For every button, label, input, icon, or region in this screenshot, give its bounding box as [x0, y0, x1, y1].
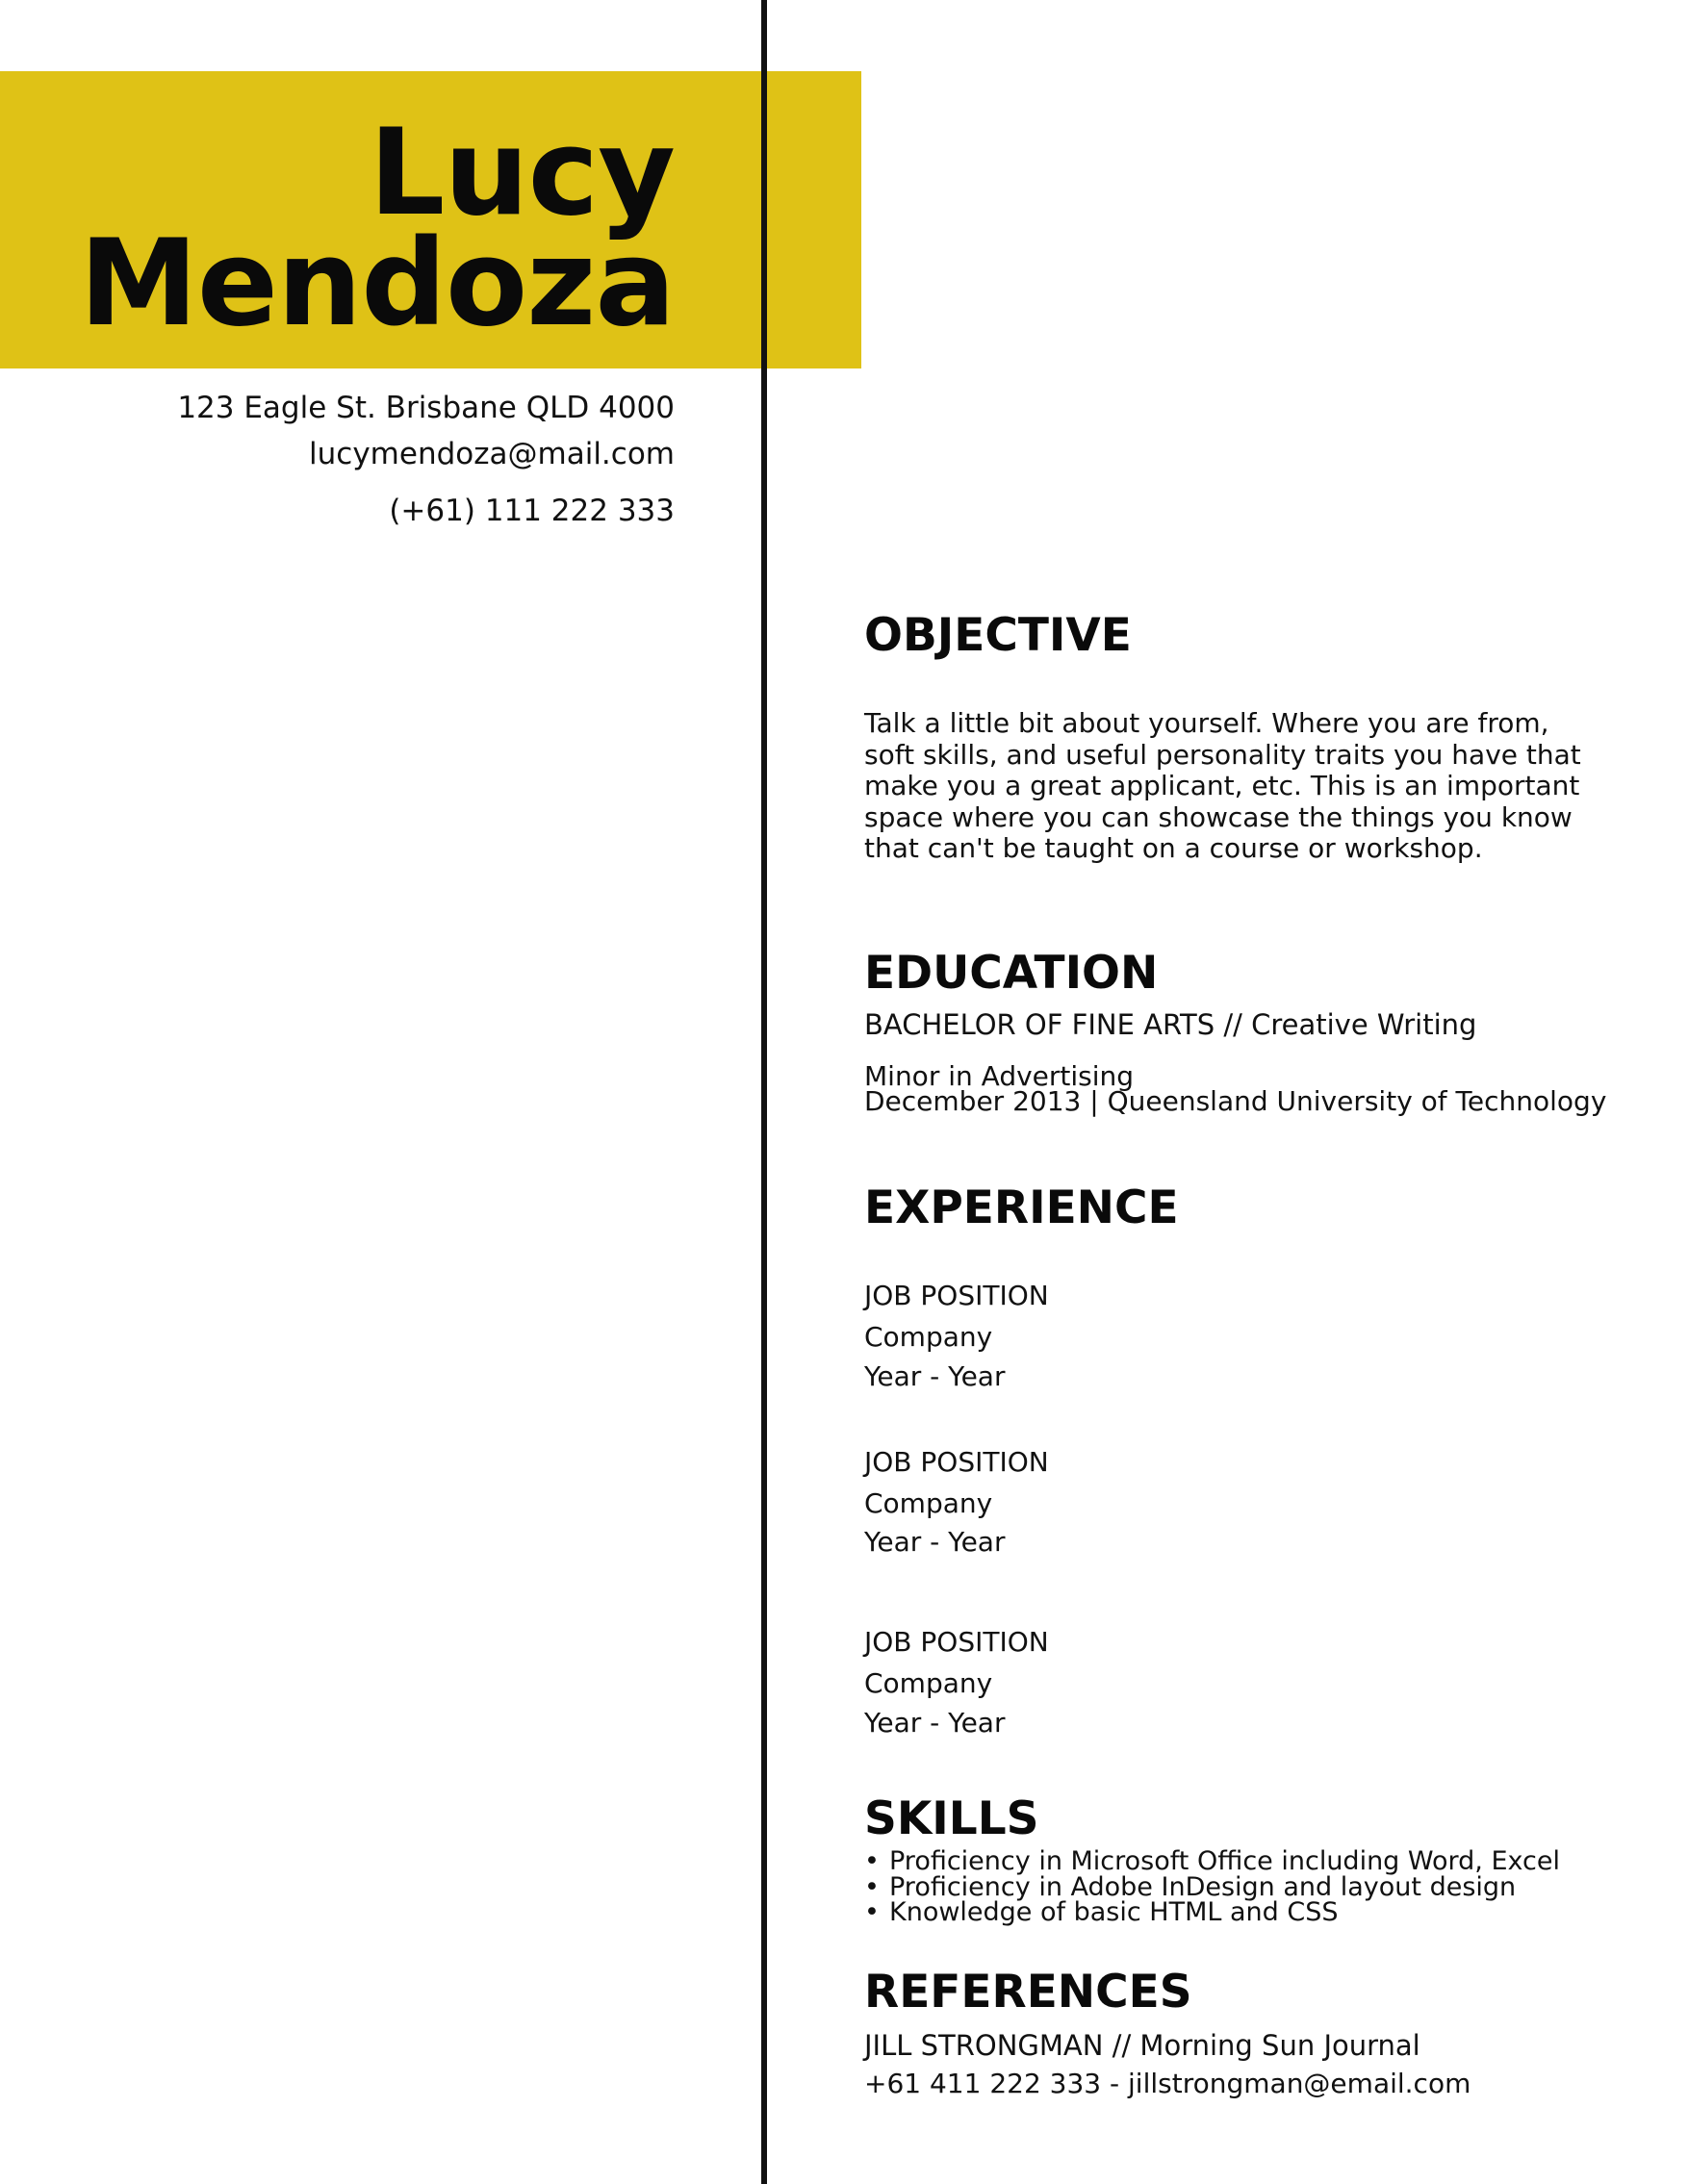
objective-heading: OBJECTIVE: [864, 609, 1132, 662]
job-position: JOB POSITION: [864, 1446, 1049, 1478]
job-company: Company: [864, 1667, 993, 1699]
experience-heading: EXPERIENCE: [864, 1181, 1179, 1234]
job-years: Year - Year: [864, 1707, 1006, 1739]
education-minor: Minor in Advertising: [864, 1060, 1135, 1092]
contact-address: 123 Eagle St. Brisbane QLD 4000: [177, 391, 675, 425]
job-company: Company: [864, 1321, 993, 1353]
job-years: Year - Year: [864, 1526, 1006, 1558]
references-heading: REFERENCES: [864, 1966, 1192, 2019]
reference-name: JILL STRONGMAN // Morning Sun Journal: [864, 2029, 1420, 2062]
job-position: JOB POSITION: [864, 1280, 1049, 1311]
last-name: Mendoza: [79, 215, 675, 353]
job-position: JOB POSITION: [864, 1626, 1049, 1658]
job-years: Year - Year: [864, 1360, 1006, 1392]
contact-email: lucymendoza@mail.com: [309, 437, 675, 471]
education-details: December 2013 | Queensland University of Technology: [864, 1085, 1607, 1117]
objective-line: make you a great applicant, etc. This is an important: [864, 770, 1580, 801]
objective-line: soft skills, and useful personality traits you have that: [864, 738, 1581, 771]
list-item: • Proficiency in Adobe InDesign and layout design: [864, 1875, 1560, 1901]
skills-list: [864, 1846, 1560, 1927]
education-degree: BACHELOR OF FINE ARTS // Creative Writing: [864, 1008, 1477, 1041]
vertical-divider: [761, 0, 767, 2184]
objective-line: that can't be taught on a course or workshop.: [864, 832, 1483, 864]
objective-line: Talk a little bit about yourself. Where you are from,: [864, 707, 1549, 739]
list-item: • Knowledge of basic HTML and CSS: [864, 1900, 1560, 1926]
education-heading: EDUCATION: [864, 947, 1159, 1000]
skills-heading: SKILLS: [864, 1792, 1039, 1845]
objective-line: space where you can showcase the things you know: [864, 800, 1573, 833]
list-item: • Proficiency in Microsoft Office including Word, Excel: [864, 1849, 1560, 1875]
first-name: Lucy: [369, 104, 675, 242]
objective-text: [864, 707, 1581, 865]
job-company: Company: [864, 1487, 993, 1519]
contact-phone: (+61) 111 222 333: [389, 494, 675, 528]
reference-contact: +61 411 222 333 - jillstrongman@email.com: [864, 2068, 1471, 2099]
